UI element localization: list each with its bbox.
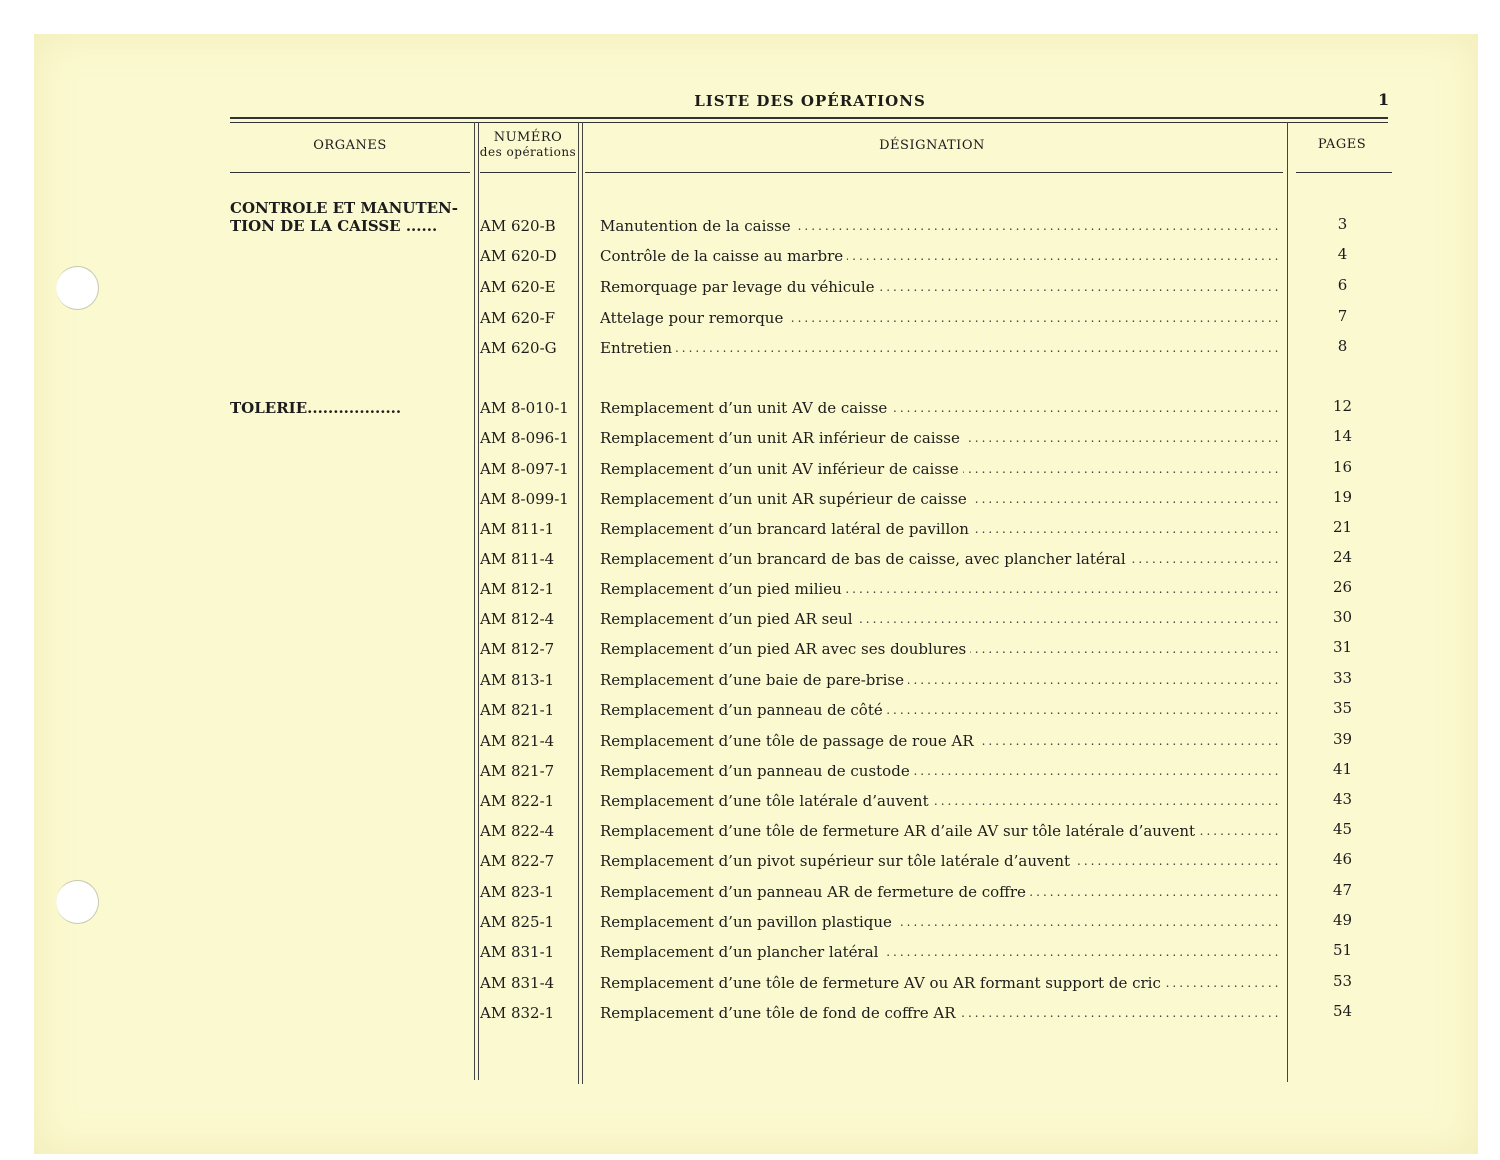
- operation-designation: [600, 851, 1280, 871]
- operation-designation: [600, 821, 1280, 841]
- operation-designation-text: Remplacement d’une tôle de fond de coffre AR: [600, 1004, 960, 1022]
- operation-number: AM 812-4: [480, 610, 555, 628]
- operation-designation-text: Remplacement d’un plancher latéral: [600, 943, 882, 961]
- operation-number: AM 813-1: [480, 671, 555, 689]
- operation-number: AM 620-D: [480, 247, 557, 265]
- operation-designation-text: Remplacement d’un pivot supérieur sur tôle latérale d’auvent: [600, 852, 1074, 870]
- operation-designation: [600, 912, 1280, 932]
- operation-number: AM 822-1: [480, 792, 555, 810]
- column-header-organes: ORGANES: [313, 138, 387, 153]
- operation-designation: [600, 700, 1280, 720]
- binder-hole: [56, 880, 99, 924]
- operation-designation: [600, 428, 1280, 448]
- operation-designation: [600, 216, 1280, 236]
- operation-designation: [600, 761, 1280, 781]
- organ-group-label: TION DE LA CAISSE ......: [230, 217, 438, 235]
- operation-designation: [600, 882, 1280, 902]
- column-header-numero: [478, 130, 578, 160]
- operation-designation-text: Attelage pour remorque: [600, 309, 787, 327]
- operation-designation-text: Contrôle de la caisse au marbre: [600, 247, 847, 265]
- operation-number: AM 620-G: [480, 339, 557, 357]
- column-header-pages: PAGES: [1317, 137, 1367, 152]
- operation-number: AM 8-096-1: [480, 429, 569, 447]
- operation-designation-text: Remplacement d’un panneau de côté: [600, 701, 887, 719]
- operation-designation-text: Remplacement d’un pied AR avec ses doublures: [600, 640, 970, 658]
- operation-designation: [600, 519, 1280, 539]
- operation-number: AM 831-1: [480, 943, 555, 961]
- operation-designation-text: Remorquage par levage du véhicule: [600, 278, 878, 296]
- header-rule: [230, 122, 1388, 123]
- operation-designation: [600, 942, 1280, 962]
- operation-number: AM 811-4: [480, 550, 555, 568]
- header-underline: [585, 172, 1283, 173]
- page-number: 1: [1378, 90, 1390, 109]
- operation-number: AM 812-7: [480, 640, 555, 658]
- operation-designation-text: Remplacement d’un pied milieu: [600, 580, 846, 598]
- operation-page: 39: [1332, 730, 1353, 748]
- operation-page: 54: [1332, 1002, 1353, 1020]
- operation-page: 51: [1332, 941, 1353, 959]
- operation-page: 14: [1332, 427, 1353, 445]
- operation-number: AM 821-7: [480, 762, 555, 780]
- operation-designation-text: Remplacement d’un panneau de custode: [600, 762, 914, 780]
- operation-designation-text: Remplacement d’une tôle de passage de roue AR: [600, 732, 978, 750]
- operation-designation-text: Manutention de la caisse: [600, 217, 795, 235]
- organ-group-label: CONTROLE ET MANUTEN-: [230, 199, 458, 217]
- operation-page: 53: [1332, 972, 1353, 990]
- operation-designation: [600, 338, 1280, 358]
- operation-page: 6: [1337, 276, 1348, 294]
- header-underline: [480, 172, 576, 173]
- operation-page: 16: [1332, 458, 1353, 476]
- operation-page: 26: [1332, 578, 1353, 596]
- operation-designation: [600, 459, 1280, 479]
- operation-designation: [600, 731, 1280, 751]
- operation-number: AM 832-1: [480, 1004, 555, 1022]
- operation-page: 3: [1337, 215, 1348, 233]
- operation-number: AM 823-1: [480, 883, 555, 901]
- operation-designation: [600, 609, 1280, 629]
- operation-page: 43: [1332, 790, 1353, 808]
- operation-designation: [600, 579, 1280, 599]
- operation-designation-text: Remplacement d’une tôle latérale d’auvent: [600, 792, 933, 810]
- operation-number: AM 831-4: [480, 974, 555, 992]
- operation-number: AM 822-4: [480, 822, 555, 840]
- operation-designation-text: Remplacement d’un unit AV inférieur de caisse: [600, 460, 963, 478]
- column-header-designation: DÉSIGNATION: [879, 138, 985, 153]
- organ-group-controle: [230, 199, 475, 235]
- operation-designation-text: Remplacement d’un pavillon plastique: [600, 913, 896, 931]
- organ-group-label: TOLERIE..................: [230, 399, 402, 417]
- operation-page: 45: [1332, 820, 1353, 838]
- operation-page: 19: [1332, 488, 1353, 506]
- operation-designation-text: Remplacement d’un brancard latéral de pavillon: [600, 520, 973, 538]
- operation-page: 7: [1337, 307, 1348, 325]
- operation-page: 24: [1332, 548, 1353, 566]
- header-underline: [230, 172, 470, 173]
- operation-designation: [600, 308, 1280, 328]
- column-divider: [578, 122, 579, 1084]
- operation-designation: [600, 277, 1280, 297]
- operation-page: 49: [1332, 911, 1353, 929]
- operation-number: AM 825-1: [480, 913, 555, 931]
- header-underline: [1296, 172, 1392, 173]
- operation-number: AM 811-1: [480, 520, 555, 538]
- column-header-numero-line2: des opérations: [479, 145, 577, 159]
- operation-number: AM 620-F: [480, 309, 556, 327]
- operation-page: 33: [1332, 669, 1353, 687]
- operation-page: 46: [1332, 850, 1353, 868]
- binder-hole: [56, 266, 99, 310]
- operation-designation: [600, 791, 1280, 811]
- operation-designation: [600, 549, 1280, 569]
- operation-designation-text: Remplacement d’un unit AV de caisse: [600, 399, 891, 417]
- operation-number: AM 620-B: [480, 217, 556, 235]
- operation-designation-text: Remplacement d’un unit AR supérieur de caisse: [600, 490, 971, 508]
- operation-number: AM 822-7: [480, 852, 555, 870]
- header-rule: [230, 117, 1388, 119]
- column-divider: [478, 122, 479, 1080]
- operation-designation-text: Remplacement d’une tôle de fermeture AV ou AR formant support de cric: [600, 974, 1165, 992]
- operation-number: AM 812-1: [480, 580, 555, 598]
- operation-page: 31: [1332, 638, 1353, 656]
- operation-page: 12: [1332, 397, 1353, 415]
- column-header-numero-line1: NUMÉRO: [493, 130, 563, 145]
- operation-page: 21: [1332, 518, 1353, 536]
- operation-page: 41: [1332, 760, 1353, 778]
- operation-page: 35: [1332, 699, 1353, 717]
- page-title: LISTE DES OPÉRATIONS: [694, 92, 926, 110]
- organ-group-tolerie: [230, 399, 475, 417]
- operation-designation: [600, 670, 1280, 690]
- operation-designation-text: Remplacement d’une baie de pare-brise: [600, 671, 908, 689]
- operation-page: 30: [1332, 608, 1353, 626]
- column-divider: [582, 122, 583, 1084]
- operation-designation-text: Remplacement d’une tôle de fermeture AR d’aile AV sur tôle latérale d’auvent: [600, 822, 1199, 840]
- operation-number: AM 8-010-1: [480, 399, 569, 417]
- operation-designation: [600, 489, 1280, 509]
- column-divider: [1287, 122, 1288, 1082]
- operation-number: AM 8-099-1: [480, 490, 569, 508]
- operation-number: AM 620-E: [480, 278, 556, 296]
- operation-designation: [600, 1003, 1280, 1023]
- column-divider: [474, 122, 475, 1080]
- operation-designation: [600, 246, 1280, 266]
- operation-designation-text: Remplacement d’un pied AR seul: [600, 610, 857, 628]
- operation-designation: [600, 398, 1280, 418]
- operation-number: AM 821-4: [480, 732, 555, 750]
- operation-number: AM 8-097-1: [480, 460, 569, 478]
- operation-designation: [600, 973, 1280, 993]
- operation-page: 8: [1337, 337, 1348, 355]
- operation-page: 4: [1337, 245, 1348, 263]
- operation-number: AM 821-1: [480, 701, 555, 719]
- operation-page: 47: [1332, 881, 1353, 899]
- operation-designation-text: Remplacement d’un unit AR inférieur de caisse: [600, 429, 964, 447]
- operation-designation-text: Remplacement d’un brancard de bas de caisse, avec plancher latéral: [600, 550, 1130, 568]
- operation-designation-text: Remplacement d’un panneau AR de fermeture de coffre: [600, 883, 1030, 901]
- operation-designation: [600, 639, 1280, 659]
- operation-designation-text: Entretien: [600, 339, 676, 357]
